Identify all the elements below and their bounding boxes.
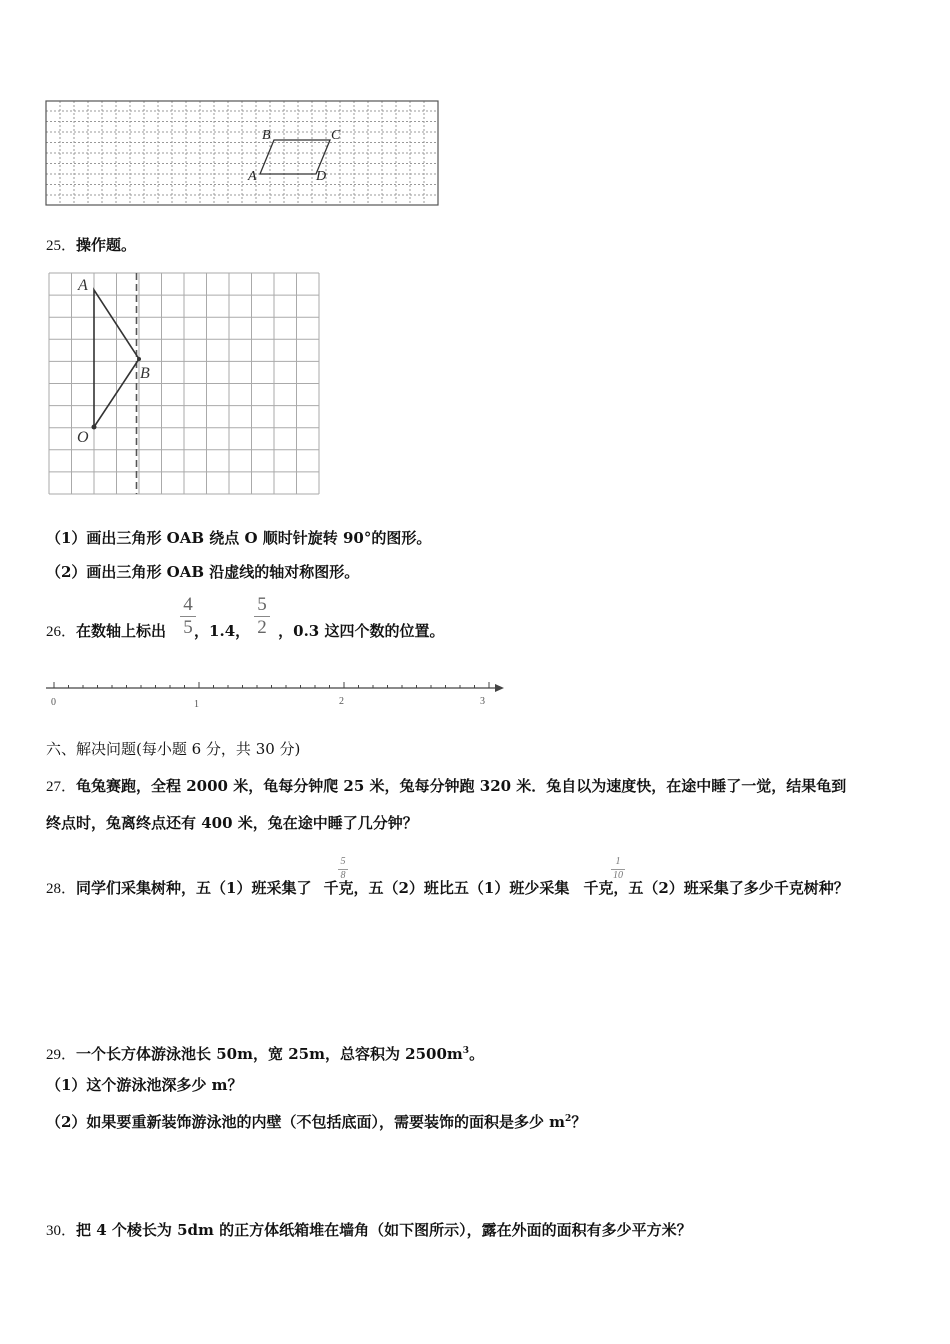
question-29-part-1: （1）这个游泳池深多少 m？ [46, 1076, 243, 1094]
tick-label-2: 2 [339, 696, 344, 707]
fraction-four-fifths: 4 5 [180, 596, 196, 637]
question-title: 操作题。 [76, 236, 137, 254]
question-29-text: 29．一个长方体游泳池长 50m，宽 25m，总容积为 $2500m^3$。 [46, 1045, 485, 1063]
fraction-five-halves: 5 2 [254, 596, 270, 637]
tick-label-3: 3 [480, 696, 485, 707]
question-27-line-2: 终点时，兔离终点还有 400 米，兔在途中睡了几分钟？ [46, 814, 418, 832]
question-25-part-1: （1）画出三角形 OAB 绕点 O 顺时针旋转 90°的图形。 [46, 529, 432, 547]
question-number: 25． [46, 238, 77, 254]
question-30-text: 30．把 4 个棱长为 5dm 的正方体纸箱堆在墙角（如下图所示），露在外面的面积有多少平方米？ [46, 1221, 692, 1239]
label-o: O [77, 429, 89, 446]
label-d: D [316, 169, 327, 184]
label-a: A [248, 169, 257, 184]
question-26-text-mid: ，1.4， [194, 622, 251, 640]
label-b: B [140, 365, 150, 382]
tick-label-1: 1 [194, 699, 199, 710]
question-number: 30． [46, 1223, 77, 1239]
tick-label-0: 0 [51, 697, 56, 708]
question-29-part-2: （2）如果要重新装饰游泳池的内壁（不包括底面），需要装饰的面积是多少 $m^2$？ [46, 1113, 587, 1131]
question-number: 27． [46, 779, 77, 795]
label-b: B [262, 128, 271, 143]
triangle-oab-grid-figure [46, 270, 320, 498]
fraction-one-tenth: 1 10 [613, 856, 623, 881]
question-27-line-1: 27．龟兔赛跑，全程 2000 米，龟每分钟爬 25 米，兔每分钟跑 320 米．兔自以为速度快，在途中睡了一觉，结果龟到 [46, 777, 847, 795]
question-number: 28． [46, 881, 77, 897]
question-number: 26． [46, 624, 77, 640]
number-line [44, 678, 506, 710]
section-6-heading: 六、解决问题(每小题 6 分，共 30 分) [46, 740, 301, 758]
question-26-text-after: ，0.3 这四个数的位置。 [278, 622, 445, 640]
question-number: 29． [46, 1047, 77, 1063]
fraction-five-eighths: 5 8 [338, 857, 348, 881]
label-a: A [78, 277, 88, 294]
question-26-text [46, 621, 444, 642]
question-28-text: 28．同学们采集树种，五（1）班采集了 千克，五（2）班比五（1）班少采集 千克，五（2）班采集了多少千克树种？ [46, 879, 849, 897]
question-25-heading [46, 235, 136, 256]
question-25-part-2: （2）画出三角形 OAB 沿虚线的轴对称图形。 [46, 563, 360, 581]
label-c: C [331, 128, 341, 143]
parallelogram-grid-figure [45, 98, 440, 208]
question-26-text-before: 在数轴上标出 [76, 622, 167, 640]
